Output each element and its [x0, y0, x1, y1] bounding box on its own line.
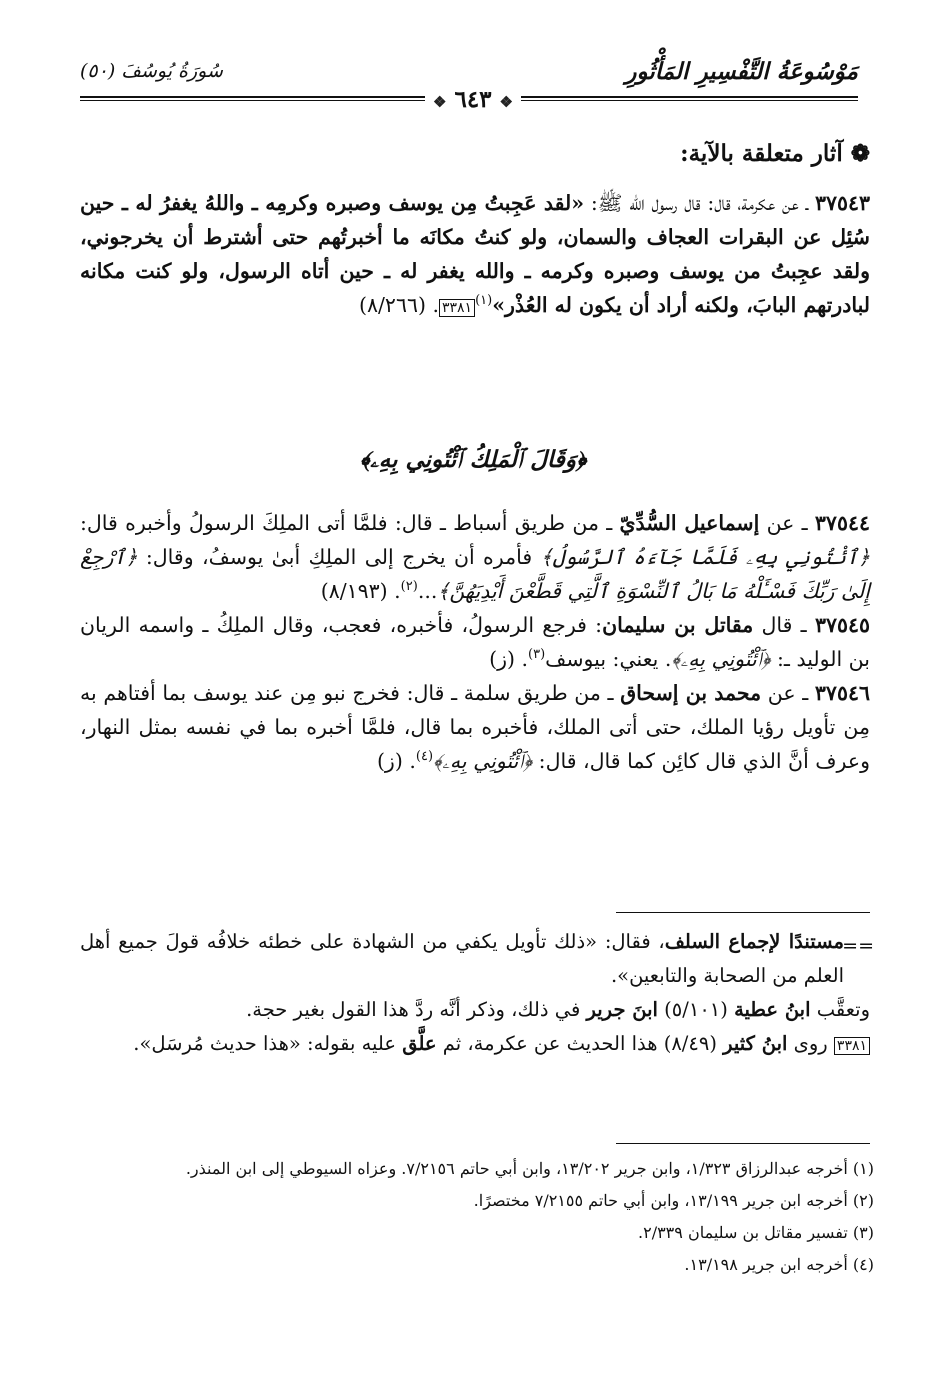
footnote-ref[interactable]: (١) — [475, 293, 493, 309]
footnote-divider — [616, 1143, 870, 1144]
list-item — [80, 506, 870, 608]
quran-quote: ﴿ٱرْجِعْ إِلَىٰ رَبِّكَ فَسْـَٔلْهُ مَا بَالُ ٱلنِّسْوَةِ ٱلَّتِي قَطَّعْنَ أَيْدِيَهُنَّ﴾ — [80, 545, 870, 603]
item-37543 — [80, 186, 870, 322]
list-item — [80, 676, 870, 778]
quran-quote: ﴿ٱئْتُونِي بِهِۦ﴾ — [433, 749, 533, 773]
footnote: (٢) أخرجه ابن جرير ١٣/١٩٩، وابن أبي حاتم ٧/٢١٥٥ مختصرًا. — [473, 1191, 874, 1210]
text-run: ... — [417, 579, 438, 603]
text-run: (٨/٤٩) هذا الحديث عن عكرمة، ثم — [436, 1032, 724, 1055]
text-run: ، فقال: «ذلك تأويل يكفي من الشهادة على خطئه خلافُه قولَ جميع أهل العلم من الصحابة والتابعين». — [80, 930, 844, 987]
item-number: ٣٧٥٤٣ — [814, 191, 871, 215]
footnote: (٣) تفسير مقاتل بن سليمان ٢/٣٣٩. — [638, 1223, 874, 1242]
bold-name: ابنُ كثير — [723, 1032, 788, 1055]
footnote-ref[interactable]: (٣) — [528, 647, 546, 663]
text-run: في ذلك، وذكر أنَّه ردَّ هذا القول بغير حجة. — [246, 998, 587, 1021]
text-run: ـ من طريق أسباط ـ قال: فلمَّا أتى الملِكَ الرسولُ وأخبره قال: — [80, 511, 620, 535]
footnotes — [80, 1155, 874, 1283]
text-run: عليه بقوله: «هذا حديث مُرسَل». — [133, 1032, 403, 1055]
ornament-left-icon: ❖ — [433, 93, 447, 111]
surah-label: سُورَةُ يُوسُفَ (٥٠) — [80, 60, 223, 82]
footnote: (٤) أخرجه ابن جرير ١٣/١٩٨. — [684, 1255, 874, 1274]
items-list — [80, 506, 870, 778]
list-item — [80, 608, 870, 676]
commentary-p2 — [80, 993, 870, 1027]
text-run: (٥/١٠١) — [657, 998, 735, 1021]
footnote-ref[interactable]: (٤) — [415, 749, 434, 765]
ornament-right-icon: ❖ — [499, 93, 513, 111]
quran-quote: ﴿ٱئْتُونِي بِهِۦ فَلَمَّا جَآءَهُ ٱلرَّسُولُ﴾ — [540, 545, 871, 569]
text-run: : فرجع الرسولُ، فأخبره، فعجب، وقال الملِكُ ـ واسمه الريان بن الوليد ـ: — [80, 613, 870, 671]
continuation-mark: == — [842, 935, 874, 957]
divider — [616, 912, 870, 913]
item-number: ٣٧٥٤٥ — [814, 613, 870, 637]
page-number: ٦٤٣ — [454, 86, 492, 113]
cross-ref-box[interactable]: ٣٣٨١ — [834, 1037, 870, 1055]
text-run: . يعني: بيوسف — [545, 647, 672, 671]
bold-name: مستندًا لإجماع السلف — [664, 930, 844, 953]
bold-name: إسماعيل السُّدِّيّ — [619, 511, 760, 535]
commentary-p1 — [80, 925, 870, 993]
section-heading: ❁ آثار متعلقة بالآية: — [680, 140, 870, 167]
page-number-box — [425, 86, 521, 113]
commentary-p3 — [80, 1027, 870, 1061]
cross-ref-box[interactable]: ٣٣٨١ — [439, 299, 475, 317]
citation: . (٨/٢٦٦) — [359, 293, 439, 317]
page-header — [80, 58, 858, 88]
text-run: ـ قال — [753, 613, 815, 637]
item-number: ٣٧٥٤٤ — [814, 511, 870, 535]
book-title: مَوْسُوعَةُ التَّفْسِيرِ المَأْثُورِ — [625, 58, 858, 85]
text-run: روى — [787, 1032, 834, 1055]
text-run: ـ من طريق سلمة ـ قال: فخرج نبو مِن عند يوسف بما أفتاهم به مِن تأويل رؤيا الملك، حتى أتى الملك، فأخبره بما قال، فلمَّا أخبره بما في نفسه بمثل النهار، وعرف أنَّ الذي قال كائِن كما قال، قال: — [80, 681, 870, 773]
text-run: وتعقَّب — [810, 998, 870, 1021]
hadith-text: «لقد عَجِبتُ مِن يوسف وصبره وكرمِه ـ واللهُ يغفرُ له ـ حين سُئِل عن البقرات العجاف والسمان، ولو كنتُ مكانَه ما أخبرتُهم حتى أشترط أن يخرجوني، ولقد عجِبتُ من يوسف وصبره وكرمه ـ والله يغفر له ـ حين أتاه الرسول، ولو كنت مكانه لبادرتهم البابَ، ولكنه أراد أن يكون له العُذْر» — [80, 191, 870, 317]
quran-quote: ﴿ٱئْتُونِي بِهِۦ﴾ — [671, 647, 771, 671]
bold-name: مقاتل بن سليمان — [602, 613, 754, 637]
text-run: فأمره أن يخرج إلى الملِكِ أبىٰ يوسفُ، وقال: — [137, 545, 541, 569]
footnote-ref[interactable]: (٢) — [400, 579, 418, 595]
text-run: ـ عن — [759, 511, 815, 535]
bold-name: ابنُ عطية — [734, 998, 811, 1021]
verse-heading: ﴿وَقَالَ ٱلْمَلِكُ ٱئْتُونِي بِهِۦ﴾ — [359, 446, 587, 473]
text-run: . (ز) — [489, 647, 529, 671]
item-intro: ـ عن عكرمة، قال: قال رسول الله ﷺ: — [584, 191, 815, 215]
bold-name: محمد بن إسحاق — [620, 681, 762, 705]
page-number-wrap — [0, 86, 946, 113]
item-number: ٣٧٥٤٦ — [814, 681, 870, 705]
bold-name: ابنَ جرير — [586, 998, 658, 1021]
bold-name: علَّق — [402, 1032, 437, 1055]
footnote: (١) أخرجه عبدالرزاق ١/٣٢٣، وابن جرير ١٣/٢٠٢، وابن أبي حاتم ٧/٢١٥٦. وعزاه السيوطي إلى ابن المنذر. — [185, 1159, 874, 1178]
commentary — [80, 925, 874, 1061]
text-run: . (٨/١٩٣) — [320, 579, 401, 603]
text-run: ـ عن — [761, 681, 815, 705]
text-run: . (ز) — [376, 749, 416, 773]
